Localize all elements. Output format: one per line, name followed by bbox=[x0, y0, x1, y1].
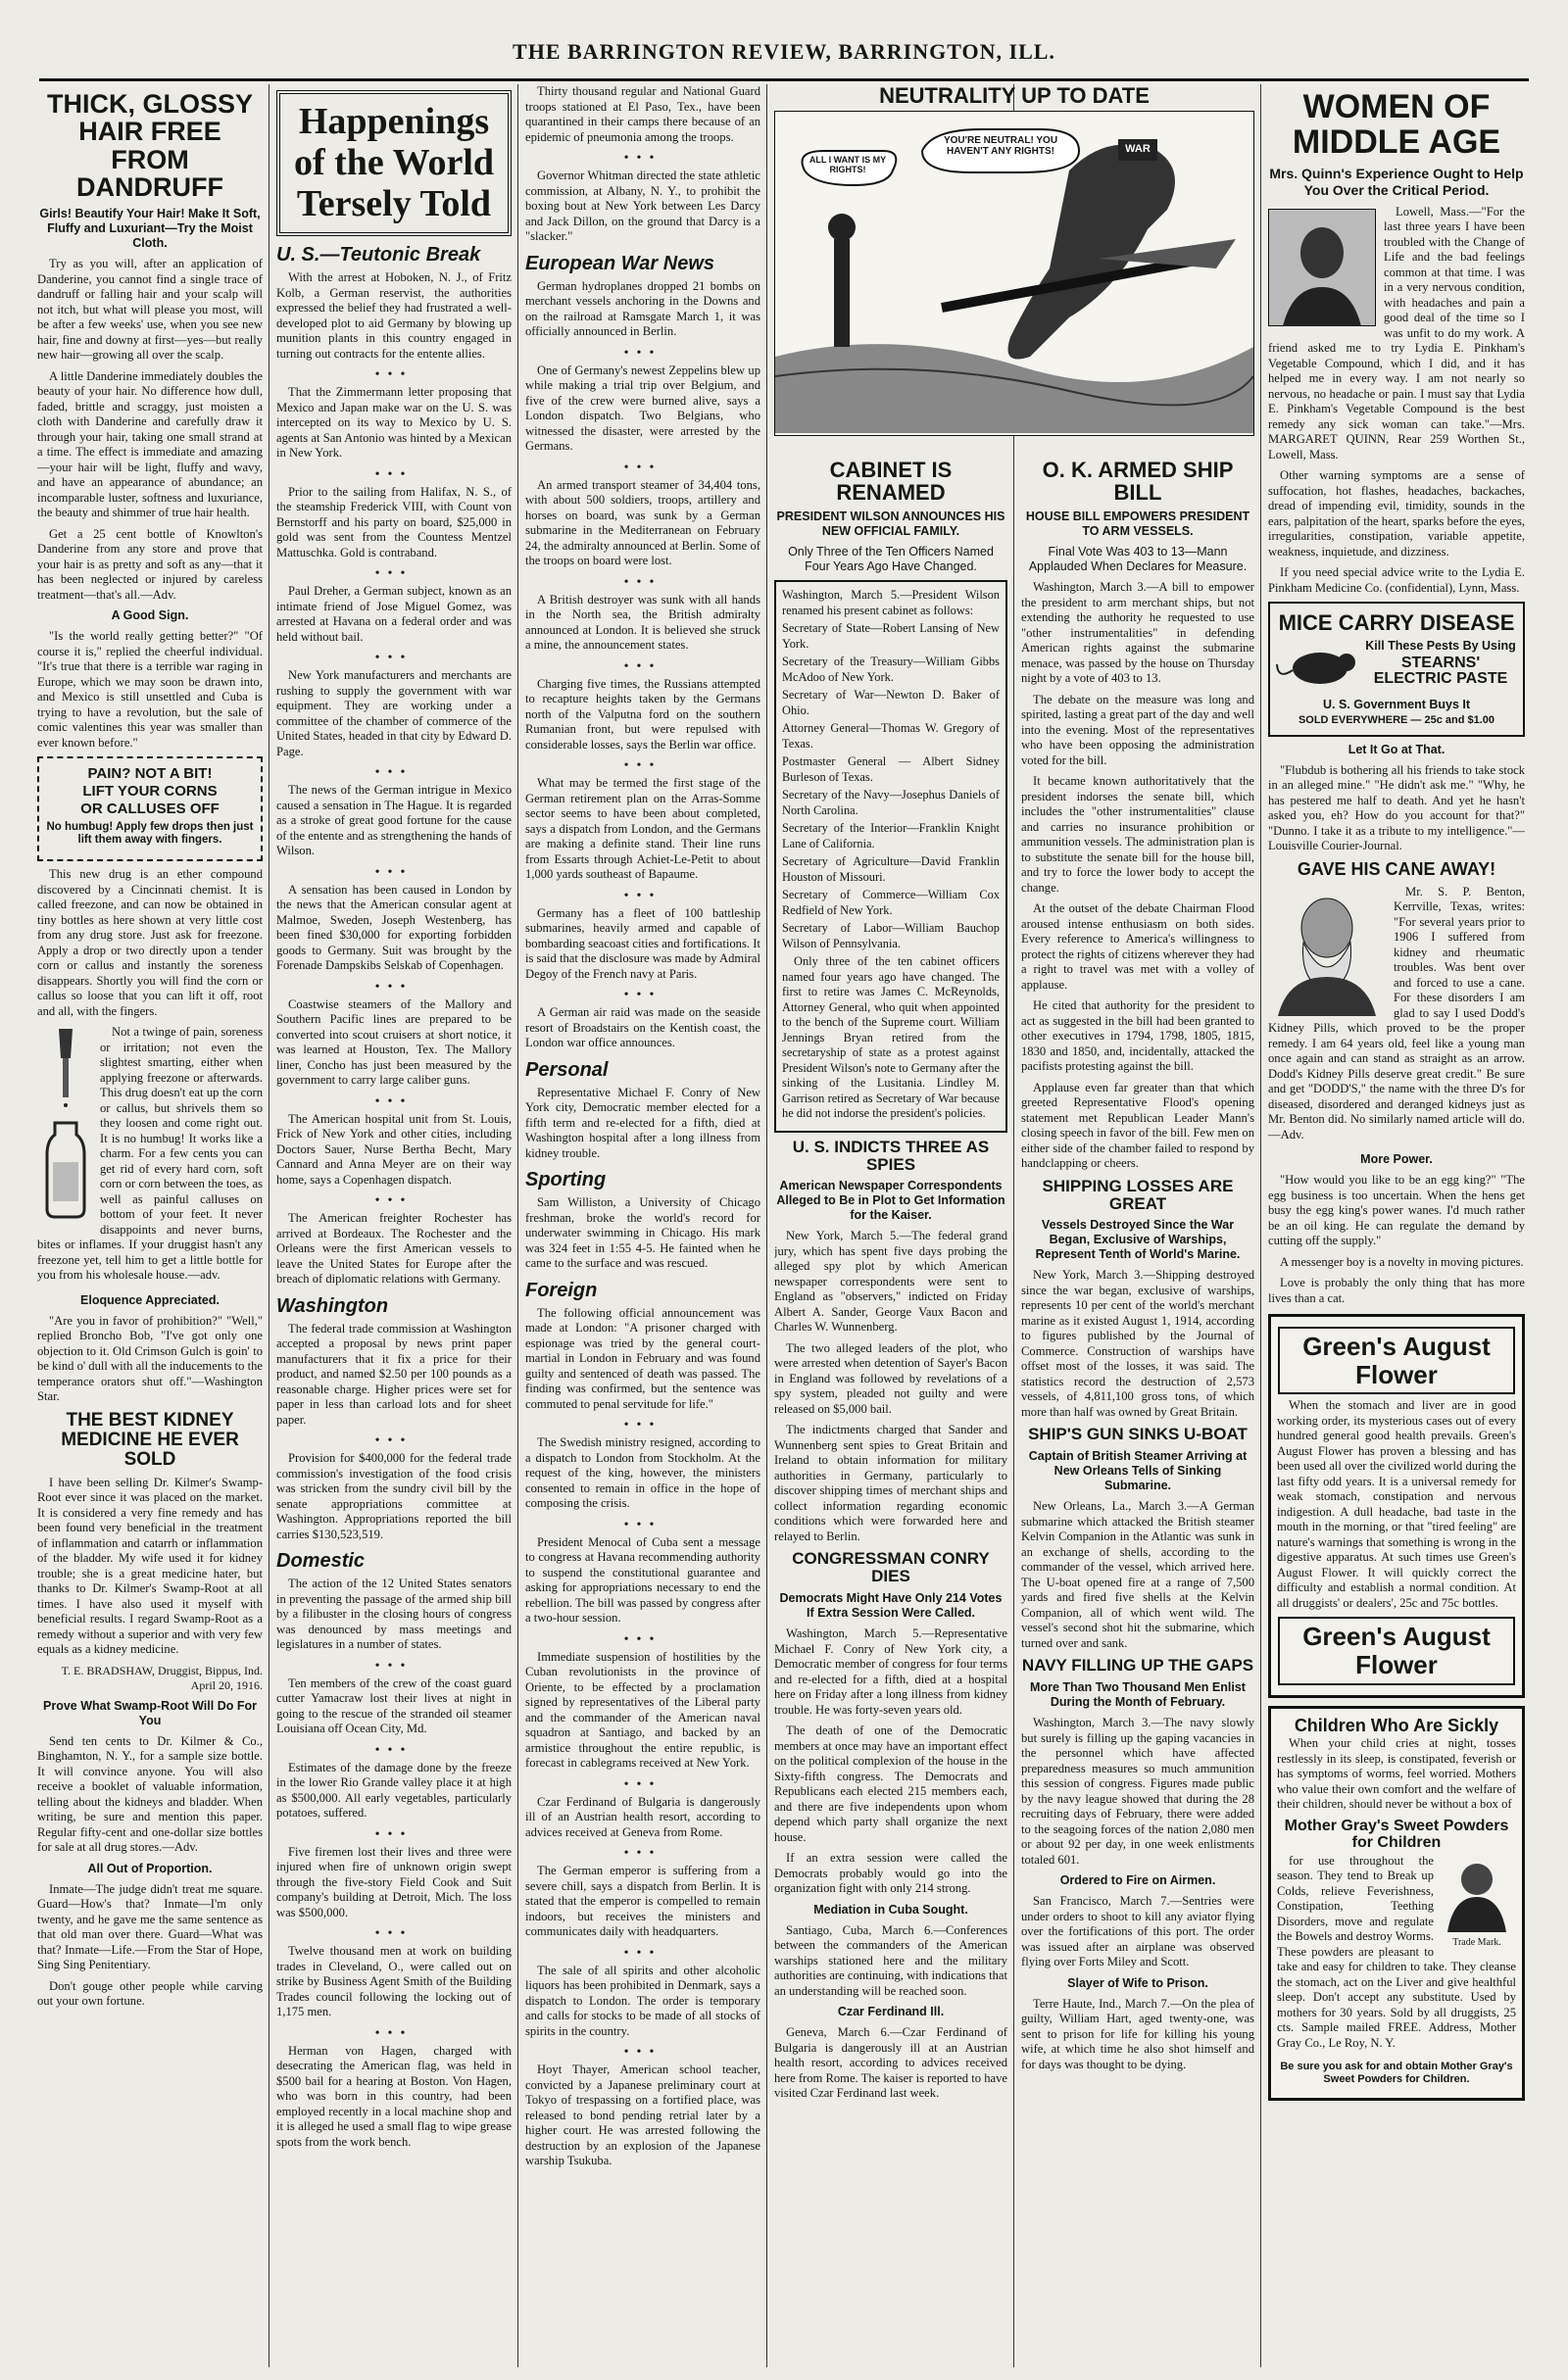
news-para: German hydroplanes dropped 21 bombs on merchant vessels anchoring in the Downs and on the railroad at Ramsgate March 1, it was officially announced in Berlin. bbox=[525, 278, 760, 338]
eloquence-text: "Are you in favor of prohibition?" "Well," replied Broncho Bob, "I've got only one objection to it. Old Crimson Gulch is goin' to be kind o' dull with all the inducements to the temperance orators shut off."—Washington Star. bbox=[37, 1313, 263, 1404]
cabinet-item: Postmaster General — Albert Sidney Burleson of Texas. bbox=[782, 754, 1000, 784]
news-para: San Francisco, March 7.—Sentries were under orders to shoot to kill any aviator flying over the fortifications of this port. The order was issued after an airplane was observed flying over Forts Miley and Scott. bbox=[1021, 1894, 1254, 1969]
news-para: Representative Michael F. Conry of New York city, Democratic member elected for a fifth term and re-elected for a fifth, died at Washington hospital after a long illness from kidney trouble. bbox=[525, 1085, 760, 1160]
separator: ••• bbox=[623, 1517, 662, 1532]
mice-sub: Kill These Pests By Using bbox=[1365, 638, 1516, 653]
hair-para: Get a 25 cent bottle of Knowlton's Danderine from any store and prove that your hair is as pretty and soft as any—that it has been neglected or injured by careless treatment—that's all.—Adv. bbox=[37, 526, 263, 602]
proportion-text: Inmate—The judge didn't treat me square. Guard—How's that? Inmate—I'm only twenty, and he gave me the same sentence as that old man over there. Guard—What was that? Inmate—Life.—From the Star of Hope, Sing Sing Penitentiary. bbox=[37, 1881, 263, 1972]
column-5 bbox=[1021, 453, 1254, 2367]
gray-footer: Be sure you ask for and obtain Mother Gray's Sweet Powders for Children. bbox=[1280, 2061, 1513, 2086]
section-heading: European War News bbox=[525, 252, 715, 274]
separator: ••• bbox=[374, 1658, 414, 1674]
gray-title: Mother Gray's Sweet Powders for Children bbox=[1284, 1817, 1509, 1851]
separator: ••• bbox=[374, 566, 414, 582]
news-para: The two alleged leaders of the plot, who were arrested when detention of Sayer's Bacon in England was followed by revelations of a spy system, pleaded not guilty and were released on $5,000 bail. bbox=[774, 1340, 1007, 1416]
news-para: Ten members of the crew of the coast guard cutter Yamacraw lost their lives at night in going to the rescue of the stranded oil steamer Louisiana off Ocean City, Md. bbox=[276, 1676, 512, 1736]
section-heading: Washington bbox=[276, 1294, 389, 1317]
corn-ad-line: OR CALLUSES OFF bbox=[80, 800, 220, 817]
women-text-3: If you need special advice write to the Lydia E. Pinkham Medicine Co. (confidential), Lynn, Mass. bbox=[1268, 565, 1525, 595]
news-para: The American hospital unit from St. Louis, Frick of New York and other cities, including Doctors Sauer, Nurse Bertha Becht, Mary Cannard and Anna Meyer are on their way home, says a Copenhagen dispatch. bbox=[276, 1111, 512, 1187]
news-para: Estimates of the damage done by the freeze in the lower Rio Grande valley place it at high as $500,000. All early vegetables, particularly potatoes, suffered. bbox=[276, 1760, 512, 1821]
section-heading: Foreign bbox=[525, 1279, 598, 1301]
flower-ad bbox=[1268, 1314, 1525, 1697]
news-para: The American freighter Rochester has arrived at Bordeaux. The Rochester and the Orleans were the first American vessels to leave the United States for Europe after the breach of diplomatic relations with Germany. bbox=[276, 1211, 512, 1287]
children-title: Children Who Are Sickly bbox=[1294, 1715, 1499, 1735]
news-para: The indictments charged that Sander and Wunnenberg sent spies to Great Britain and Ireland to obtain information for military authorities in Germany, particularly to discover shipping times of merchant ships and collect information regarding economic conditions which were forwarded here and relayed to Berlin. bbox=[774, 1423, 1007, 1543]
cartoon-bubble: YOU'RE NEUTRAL! YOU HAVEN'T ANY RIGHTS! bbox=[943, 135, 1058, 158]
cabinet-item: Secretary of State—Robert Lansing of New York. bbox=[782, 621, 1000, 651]
armed-subhead: HOUSE BILL EMPOWERS PRESIDENT TO ARM VESSELS. bbox=[1025, 510, 1250, 539]
navy-headline: NAVY FILLING UP THE GAPS bbox=[1021, 1656, 1254, 1676]
news-para: New York, March 5.—The federal grand jury, which has spent five days probing the alleged spy plot by which American newspaper correspondents were sent to England as "observers," indicted on Friday Albert A. Sander, George Vaux Bacon and Charles W. Wunnenberg. bbox=[774, 1229, 1007, 1335]
section-heading: Domestic bbox=[276, 1550, 366, 1573]
cabinet-item: Washington, March 5.—President Wilson renamed his present cabinet as follows: bbox=[782, 588, 1000, 617]
cabinet-item: Secretary of Agriculture—David Franklin Houston of Missouri. bbox=[782, 854, 1000, 884]
news-para: The following official announcement was made at London: "A prisoner charged with espionage was tried by the general court-martial in London in February and was found guilty and sentenced of death was passed. The finding was confirmed, but the sentence was commuted to penal servitude for life." bbox=[525, 1305, 760, 1411]
news-para: That the Zimmermann letter proposing that Mexico and Japan make war on the U. S. was intercepted on its way to Mexico by U. S. agents at San Antonio was hinted by a Mexican in New York. bbox=[276, 385, 512, 461]
sign-text: "Is the world really getting better?" "Of course it is," replied the cheerful individual. "It's true that there is a terrible war raging in Europe, which we may soon be drawn into, and Mexico is still unsettled and Cuba is trying to have a revolution, but the sale of comic valentines this year was smaller than ever known before." bbox=[37, 629, 263, 750]
news-para: Santiago, Cuba, March 6.—Conferences between the commanders of the American warships stationed here and the military authorities are continuing, with indications that an understanding will be reached soon. bbox=[774, 1922, 1007, 1998]
corn-ad-line: No humbug! Apply few drops then just lift them away with fingers. bbox=[46, 820, 254, 847]
separator: ••• bbox=[623, 574, 662, 590]
sign-title: A Good Sign. bbox=[111, 608, 189, 623]
corn-ad-line: PAIN? NOT A BIT! bbox=[87, 765, 213, 783]
eloquence-title: Eloquence Appreciated. bbox=[80, 1292, 220, 1307]
fire-title: Ordered to Fire on Airmen. bbox=[1059, 1873, 1216, 1888]
news-para: Washington, March 5.—Representative Michael F. Conry of New York city, a Democratic member of congress for four terms and re-elected for a fifth, died at a hospital here on Friday after a long illness from kidney trouble. He was forty-seven years old. bbox=[774, 1627, 1007, 1717]
separator: ••• bbox=[374, 651, 414, 666]
separator: ••• bbox=[374, 1193, 414, 1209]
news-para: One of Germany's newest Zeppelins blew up while making a trial trip over Belgium, and five of the crew were burned alive, says a London dispatch. Two Belgians, who witnessed the disaster, were arrested by the Germans. bbox=[525, 363, 760, 453]
news-para: Prior to the sailing from Halifax, N. S., of the steamship Frederick VIII, with Count von Bernstorff and his party on board, $25,000 in gold was sent from the Countess Mentzel Mattuschka. Gold is contraband. bbox=[276, 484, 512, 559]
column-2 bbox=[276, 84, 512, 2367]
separator: ••• bbox=[374, 466, 414, 482]
news-para: Herman von Hagen, charged with desecrating the American flag, was held in $500 bail for a hearing at Boston. Von Hagen, who was born in this country, had been employed recently in a local machine shop and it is alleged he used a small flag to wipe grease spots from the work bench. bbox=[276, 2043, 512, 2149]
news-para: The German emperor is suffering from a severe chill, says a dispatch from Berlin. It is stated that the emperor is compelled to remain indoors, but receives the ministers and communicates daily with headquarters. bbox=[525, 1864, 760, 1938]
women-text: Lowell, Mass.—"For the last three years I have been troubled with the Change of Life and the bad feelings common at that time. I was in a very nervous condition, with headaches and pain a good deal of the time so I was unfit to do my work. A friend asked me to try Lydia E. Pinkham's Vegetable Compound, which I did, and it has helped me in every way. I am not nearly so nervous, no headache or pain. I must say that Lydia E. Pinkham's Vegetable Compound is the best remedy any sick woman can take."—Mrs. MARGARET QUINN, Rear 259 Worthen St., Lowell, Mass. bbox=[1268, 204, 1525, 461]
separator: ••• bbox=[374, 1433, 414, 1449]
news-para: At the outset of the debate Chairman Flood aroused intense enthusiasm on both sides. Every reference to America's willingness to protect the rights of citizens wherever they had a right to travel was met with a volley of applause. bbox=[1021, 901, 1254, 992]
column-1 bbox=[37, 84, 263, 2367]
section-heading: Personal bbox=[525, 1058, 609, 1081]
news-para: Thirty thousand regular and National Guard troops stationed at El Paso, Tex., have been quarantined in their camps there because of an epidemic of pneumonia among the troops. bbox=[525, 84, 760, 144]
separator: ••• bbox=[374, 864, 414, 880]
column-rule bbox=[1260, 84, 1261, 2367]
news-para: If an extra session were called the Democrats probably would go into the organization fight with only 214 strong. bbox=[774, 1851, 1007, 1896]
cabinet-subhead-2: Only Three of the Ten Officers Named Four Years Ago Have Changed. bbox=[788, 545, 994, 574]
news-para: A German air raid was made on the seaside resort of Broadstairs on the Kentish coast, the London war office announces. bbox=[525, 1005, 760, 1049]
separator: ••• bbox=[623, 658, 662, 674]
separator: ••• bbox=[374, 1926, 414, 1942]
separator: ••• bbox=[623, 345, 662, 361]
flower-text: When the stomach and liver are in good working order, its mysterious cases out of every hundred general good health prevails. Green's August Flower has proven a blessing and has been used all over the civilized world during the last fifty odd years. It is a universal remedy for weak stomach, constipation and nervous indigestion. A dull headache, bad taste in the mouth in the morning, or that "tired feeling" are nature's warnings that something is wrong in the digestive apparatus. At such times use Green's August Flower. It will quickly correct the difficulty and establish a normal condition. At all druggists' or dealers', 25c and 75c bottles. bbox=[1277, 1398, 1516, 1610]
cartoon-bubble: ALL I WANT IS MY RIGHTS! bbox=[808, 155, 887, 175]
cabinet-item: Secretary of the Treasury—William Gibbs McAdoo of New York. bbox=[782, 655, 1000, 684]
separator: ••• bbox=[623, 758, 662, 773]
armed-headline: O. K. ARMED SHIP BILL bbox=[1042, 458, 1234, 506]
spies-subhead: American Newspaper Correspondents Alleged to Be in Plot to Get Information for the Kaiser. bbox=[776, 1179, 1005, 1223]
news-para: Coastwise steamers of the Mallory and Southern Pacific lines are prepared to be converted into scout cruisers at short notice, it was learned at Houston, Tex. The Mallory liner, Concho has just been measured by the government to carry large caliber guns. bbox=[276, 996, 512, 1088]
separator: ••• bbox=[623, 988, 662, 1002]
separator: ••• bbox=[623, 1631, 662, 1647]
cane-text: Mr. S. P. Benton, Kerrville, Texas, writes: "For several years prior to 1906 I suffered from kidney and rheumatic troubles. Was bent over and forced to use a cane. For these disorders I am glad to say I used Dodd's Kidney Pills, which proved to be the proper remedy. I am 64 years old, feel like a young man once again and can stand as straight as an arrow. Dodd's Kidney Pills deserve great credit." Be sure and get "DODD'S," the name with the three D's for diseased, disordered and deranged kidneys just as Mr. Benton did. No similarly named article will do.—Adv. bbox=[1268, 884, 1525, 1141]
cartoon-label: WAR bbox=[1125, 143, 1151, 156]
news-para: New York manufacturers and merchants are rushing to supply the government with war equipment. They are working under a committee of the chamber of commerce of the United States, headed in that city by Edward D. Page. bbox=[276, 668, 512, 758]
news-para: The sale of all spirits and other alcoholic liquors has been prohibited in Denmark, says a dispatch to London. The order is temporary and calls for stocks to be made of all stocks of spirits in the country. bbox=[525, 1963, 760, 2038]
mice-headline: MICE CARRY DISEASE bbox=[1278, 610, 1515, 636]
conry-subhead: Democrats Might Have Only 214 Votes If Extra Session Were Called. bbox=[779, 1591, 1003, 1621]
news-para: Czar Ferdinand of Bulgaria is dangerously ill of an Austrian health resort, according to advices received at Geneva from Rome. bbox=[525, 1794, 760, 1839]
shipping-subhead: Vessels Destroyed Since the War Began, Exclusive of Warships, Represent Tenth of World's Marine. bbox=[1035, 1218, 1241, 1262]
news-para: Charging five times, the Russians attempted to recapture heights taken by the Germans north of the Valputna ford on the southern Rumanian front, but were repulsed with considerable losses, says the Berlin war office. bbox=[525, 676, 760, 752]
news-para: The Swedish ministry resigned, according to a dispatch to London from Stockholm. At the request of the king, however, the ministers consented to remain in office in the hope of composing the crisis. bbox=[525, 1435, 760, 1510]
proportion-title: All Out of Proportion. bbox=[87, 1861, 213, 1875]
masthead bbox=[39, 39, 1529, 81]
children-ad bbox=[1268, 1706, 1525, 2102]
women-subhead: Mrs. Quinn's Experience Ought to Help You Over the Critical Period. bbox=[1269, 166, 1524, 199]
cabinet-item: Attorney General—Thomas W. Gregory of Texas. bbox=[782, 721, 1000, 751]
flower-title-bottom: Green's August Flower bbox=[1278, 1617, 1515, 1684]
separator: ••• bbox=[374, 2025, 414, 2041]
cartoon-panel bbox=[774, 84, 1254, 442]
separator: ••• bbox=[623, 888, 662, 903]
news-para: It became known authoritatively that the president indorses the senate bill, which includes the "other instrumentalities" clause and carries no insurance prohibition or ammunition vessels. The administration plan is to substitute the senate bill for the house bill, and try to force the lower body to accept the change. bbox=[1021, 774, 1254, 895]
happenings-title: Happenings of the World Tersely Told bbox=[293, 101, 495, 224]
news-para: Geneva, March 6.—Czar Ferdinand of Bulgaria is dangerously ill at an Austrian health resort, according to advices received here from Rome. The kaiser is reported to have visited Czar Ferdinand last week. bbox=[774, 2025, 1007, 2101]
news-para: Twelve thousand men at work on building trades in Cleveland, O., were called out on strike by Business Agent Smith of the Building Trades council following the locking out of 1,175 men. bbox=[276, 1944, 512, 2019]
news-para: He cited that authority for the president to act as suggested in the bill had been granted to other executives in 1794, 1798, 1805, 1815, 1830 and 1850, and, incidentally, attacked the pacifists protesting against the bill. bbox=[1021, 998, 1254, 1074]
cabinet-item: Secretary of Commerce—William Cox Redfield of New York. bbox=[782, 888, 1000, 917]
news-para: An armed transport steamer of 34,404 tons, with about 500 soldiers, troops, artillery and horses on board, was sunk by a German submarine in the Mediterranean on February 24, the admiralty announced at Berlin. Some of the troops on board were lost. bbox=[525, 477, 760, 567]
masthead-title: THE BARRINGTON REVIEW, BARRINGTON, ILL. bbox=[513, 39, 1055, 64]
uboat-subhead: Captain of British Steamer Arriving at New Orleans Tells of Sinking Submarine. bbox=[1028, 1449, 1248, 1493]
news-para: What may be termed the first stage of the German retirement plan on the Arras-Somme sector seems to have been about completed, says a dispatch from London, and the Germans are making a definite stand. Their line runs from Essarts through Achiet-Le-Petit to about 1,000 yards southeast of Bapaume. bbox=[525, 776, 760, 881]
kidney-text: I have been selling Dr. Kilmer's Swamp-Root ever since it was placed on the market. It is considered a very fine remedy and has been found very beneficial in the treatment of inflammation and catarrh or inflammation of the bladder. My wife used it for kidney trouble; she is a great medicine hater, but thanks to Dr. Kilmer's Swamp-Root at all times. I have also used it myself with beneficial results. I regard Swamp-Root as a remedy without a superior and with very few equals as a kidney medicine. bbox=[37, 1475, 263, 1657]
news-para: The action of the 12 United States senators in preventing the passage of the armed ship bill by a filibuster in the closing hours of congress was denounced by mass meetings and legislatures in a number of states. bbox=[276, 1577, 512, 1652]
slayer-title: Slayer of Wife to Prison. bbox=[1067, 1975, 1208, 1990]
cartoon-drawing bbox=[774, 111, 1254, 436]
news-para: The debate on the measure was long and spirited, lasting a great part of the day and well into the evening. Most of the representatives who have been opposing the administration voted for the bill. bbox=[1021, 692, 1254, 767]
separator: ••• bbox=[374, 1093, 414, 1109]
news-para: Terre Haute, Ind., March 7.—On the plea of guilty, William Hart, aged twenty-one, was sent to prison for life for killing his young wife, at which time he also shot himself and for days was thought to be dying. bbox=[1021, 1996, 1254, 2071]
trademark-portrait-icon bbox=[1440, 1854, 1514, 1932]
closing-line: Don't gouge other people while carving out your own fortune. bbox=[37, 1978, 263, 2009]
cabinet-item: Secretary of the Navy—Josephus Daniels of North Carolina. bbox=[782, 788, 1000, 817]
cabinet-subhead: PRESIDENT WILSON ANNOUNCES HIS NEW OFFICIAL FAMILY. bbox=[776, 510, 1005, 539]
gray-text: for use throughout the season. They tend to Break up Colds, relieve Feverishness, Constipation, Teething Disorders, move and regulate the Bowels and destroy Worms. These powders are pleasant to take and easy for children to take. They cleanse the stomach, act on the Liver and give healthful sleep. Don't accept any substitute. Used by mothers for 30 years. Sold by all druggists, 25 cts. Sample mailed FREE. Address, Mother Gray Co., Le Roy, N. Y. bbox=[1277, 1853, 1516, 2050]
cabinet-item: Secretary of the Interior—Franklin Knight Lane of California. bbox=[782, 821, 1000, 850]
freezone-bottle-icon bbox=[37, 1025, 94, 1221]
mice-gov: U. S. Government Buys It bbox=[1322, 697, 1471, 711]
spies-headline: U. S. INDICTS THREE AS SPIES bbox=[792, 1137, 990, 1174]
news-para: Immediate suspension of hostilities by the Cuban revolutionists in the province of Oriente, to be effected by a proclamation signed by representatives of the Liberal party and the commander of the American naval squadron at Santiago, and backed by an armistice throughout the entire republic, is forecast in cablegrams received at New York. bbox=[525, 1649, 760, 1770]
news-para: A sensation has been caused in London by the news that the American consular agent at Malmoe, Sweden, Joseph Westenberg, has been fined $30,000 for exporting forbidden goods to Germany. Suit was brought by the Forenade Dampskibs Selskab of Copenhagen. bbox=[276, 882, 512, 973]
cane-headline: GAVE HIS CANE AWAY! bbox=[1297, 858, 1496, 879]
mice-ad bbox=[1268, 602, 1525, 736]
column-rule bbox=[766, 84, 767, 2367]
cartoon-title: NEUTRALITY UP TO DATE bbox=[879, 83, 1150, 108]
mice-price: SOLD EVERYWHERE — 25c and $1.00 bbox=[1298, 713, 1495, 726]
letgo-text: "Flubdub is bothering all his friends to take stock in an alleged mine." "He didn't ask me." "Why, he has pestered me half to death. And yet he hasn't asked you, eh? How do you account for that?" "Dunno. I take it as a tribute to my intelligence."—Louisville Courier-Journal. bbox=[1268, 762, 1525, 853]
czar-title: Czar Ferdinand Ill. bbox=[837, 2005, 945, 2019]
news-para: Applause even far greater than that which greeted Representative Flood's opening statement met Republican Leader Mann's closing speech in favor of the bill. Few men on either side of the chamber failed to respond by handclapping or cheers. bbox=[1021, 1080, 1254, 1171]
news-para: Washington, March 3.—The navy slowly but surely is filling up the gaping vacancies in the personnel which have affected preparedness measures so much ammunition this session of congress. Figures made public by the navy league showed that during the 28 recruiting days of February, there were added to the seagoing forces of the nation 2,080 men or about 92 per day, in one week enlistments totaled 601. bbox=[1021, 1716, 1254, 1867]
news-para: Germany has a fleet of 100 battleship submarines, heavily armed and capable of bombarding seacoast cities and fortifications. It is said that the disclosure was made by Admiral Degoy of the French navy at Paris. bbox=[525, 905, 760, 981]
separator: ••• bbox=[374, 1742, 414, 1758]
column-3 bbox=[525, 84, 760, 2367]
separator: ••• bbox=[374, 1826, 414, 1842]
news-para: The news of the German intrigue in Mexico caused a sensation in The Hague. It is regarded as a stroke of great good fortune for the cause of the entente and as strengthening the hands of Wilson. bbox=[276, 783, 512, 858]
cabinet-headline: CABINET IS RENAMED bbox=[829, 458, 953, 506]
news-para: Sam Williston, a University of Chicago freshman, broke the world's record for underwater swimming in Chicago. His mark was 324 feet in 1:55 4-5. He fainted when he came to the surface and was rescued. bbox=[525, 1195, 760, 1270]
prove-text: Send ten cents to Dr. Kilmer & Co., Binghamton, N. Y., for a sample size bottle. It will convince anyone. You will also receive a booklet of valuable information, telling about the kidneys and bladder. When writing, be sure and mention this paper. Regular fifty-cent and one-dollar size bottles for sale at all drug stores.—Adv. bbox=[37, 1733, 263, 1855]
separator: ••• bbox=[374, 765, 414, 781]
trademark-label: Trade Mark. bbox=[1452, 1936, 1501, 1948]
corn-para: This new drug is an ether compound discovered by a Cincinnati chemist. It is called freezone, and can now be obtained in tiny bottles as here shown at very little cost from any drug store. Just ask for freezone. Apply a drop or two directly upon a tender corn or callus and instantly the soreness disappears. Shortly you will find the corn or callus so loose that you can lift it off, root and all, with the fingers. bbox=[37, 867, 263, 1018]
kidney-signature: T. E. BRADSHAW, Druggist, Bippus, Ind. April 20, 1916. bbox=[61, 1663, 263, 1692]
flower-title: Green's August Flower bbox=[1278, 1327, 1515, 1394]
separator: ••• bbox=[623, 1846, 662, 1861]
column-4 bbox=[774, 453, 1007, 2367]
news-para: With the arrest at Hoboken, N. J., of Fritz Kolb, a German reservist, the authorities expressed the belief they had frustrated a well-developed plot to aid Germany by blowing up munition plants in this country engaged in turning out contracts for the entente allies. bbox=[276, 270, 512, 361]
news-para: Governor Whitman directed the state athletic commission, at Albany, N. Y., to prohibit the boxing bout at New York between Les Darcy and Jack Dillon, on the ground that Darcy is a "slacker." bbox=[525, 169, 760, 243]
mice-brand: STEARNS' ELECTRIC PASTE bbox=[1373, 654, 1508, 688]
power-text: "How would you like to be an egg king?" "The egg business is too uncertain. When the hens get busy the egg king's power wanes. I'd much rather be an oil king. He can regulate the demand by cutting off the supply." bbox=[1268, 1173, 1525, 1248]
news-para: Hoyt Thayer, American school teacher, convicted by a Japanese preliminary court at Tokyo of trespassing on a fortified place, was released to bond pending retrial later by a higher court. He was arrested following the destruction by an explosion of the Japanese warship Tsukuba. bbox=[525, 2063, 760, 2167]
cabinet-item: Secretary of Labor—William Bauchop Wilson of Pennsylvania. bbox=[782, 921, 1000, 950]
corn-ad-box bbox=[37, 756, 263, 861]
column-rule bbox=[269, 84, 270, 2367]
section-heading: U. S.—Teutonic Break bbox=[276, 244, 481, 267]
separator: ••• bbox=[374, 367, 414, 383]
news-para: A British destroyer was sunk with all hands in the North sea, the British admiralty announced at London. It is believed she struck a mine, the announcement states. bbox=[525, 592, 760, 652]
hair-para: A little Danderine immediately doubles the beauty of your hair. No difference how dull, faded, brittle and scraggy, just moisten a cloth with Danderine and carefully draw it through your hair, taking one small strand at a time. The effect is immediate and amazing—your hair will be light, fluffy and wavy, and have an appearance of abundance; an incomparable luster, softness and luxuriance, the beauty and shimmer of true hair health. bbox=[37, 368, 263, 520]
separator: ••• bbox=[623, 1776, 662, 1792]
armed-subhead-2: Final Vote Was 403 to 13—Mann Applauded When Declares for Measure. bbox=[1028, 545, 1248, 574]
corn-para: Not a twinge of pain, soreness or irritation; not even the slightest smarting, either when applying freezone or afterwards. This drug doesn't eat up the corn or callus, but shrivels them so they loosen and come right out. It is no humbug! It works like a charm. For a few cents you can get rid of every hard corn, soft corn or corn between the toes, as well as painful calluses on bottom of your feet. It never disappoints and never burns, bites or inflames. If your druggist hasn't any freezone yet, tell him to get a little bottle for you from his wholesale house.—adv. bbox=[37, 1025, 263, 1283]
section-heading: Sporting bbox=[525, 1169, 607, 1190]
separator: ••• bbox=[623, 151, 662, 166]
women-text-2: Other warning symptoms are a sense of suffocation, hot flashes, headaches, backaches, dread of impending evil, timidity, sounds in the ears, palpitation of the heart, sparks before the eyes, irregularities, constipation, variable appetite, weakness, inquietude, and dizziness. bbox=[1268, 468, 1525, 559]
news-para: Paul Dreher, a German subject, known as an intimate friend of Jose Miguel Gomez, was arrested at Havana on a federal order and was held without bail. bbox=[276, 584, 512, 644]
love-text: Love is probably the only thing that has more lives than a cat. bbox=[1268, 1276, 1525, 1305]
conry-headline: CONGRESSMAN CONRY DIES bbox=[792, 1549, 990, 1586]
news-para: Provision for $400,000 for the federal trade commission's investigation of the food crisis was stricken from the sundry civil bill by the senate appropriations committee at Washington. Appropriations reported the bill carries $130,523,519. bbox=[276, 1451, 512, 1541]
news-para: Five firemen lost their lives and three were injured when fire of unknown origin swept through the five-story Field Cook and Suit company's building at Detroit, Mich. The loss was $500,000. bbox=[276, 1844, 512, 1919]
news-para: New York, March 3.—Shipping destroyed since the war began, exclusive of warships, represents 10 per cent of the world's merchant marine as it existed August 1, 1914, according to figures published by the Journal of Commerce. Construction of warships have offset most of the losses, it was said. The statistics record the destruction of 2,573 vessels, of 4,811,100 gross tons, of which more than half was owned by Great Britain. bbox=[1021, 1268, 1254, 1419]
column-rule bbox=[517, 84, 518, 2367]
kidney-headline: THE BEST KIDNEY MEDICINE HE EVER SOLD bbox=[61, 1409, 239, 1470]
hair-para: Try as you will, after an application of Danderine, you cannot find a single trace of dandruff or falling hair and your scalp will not itch, but what will please you most, will be after a few weeks' use, when you see new hair, fine and downy at first—yes—but really new hair—growing all over the scalp. bbox=[37, 257, 263, 363]
separator: ••• bbox=[623, 1418, 662, 1433]
cabinet-item: Only three of the ten cabinet officers named four years ago have changed. The first to retire was James C. McReynolds, Attorney General, who quit when appointed to the bench of the Supreme court. William Jennings Bryan retired from the secretaryship of state as a protest against President Wilson's note to Germany after the sinking of the Lusitania. Lindley M. Garrison retired as Secretary of War because he did not indorse the president's policies. bbox=[782, 954, 1000, 1121]
separator: ••• bbox=[623, 1945, 662, 1961]
separator: ••• bbox=[374, 979, 414, 995]
news-para: Washington, March 3.—A bill to empower the president to arm merchant ships, but not extending the authority he requested to use "other instrumentalities" in defending American rights against the submarine menace, was passed by the house on Thursday night by a vote of 403 to 13. bbox=[1021, 580, 1254, 686]
cabinet-box bbox=[774, 580, 1007, 1133]
hair-headline: THICK, GLOSSY HAIR FREE FROM DANDRUFF bbox=[46, 89, 253, 203]
separator: ••• bbox=[623, 2045, 662, 2060]
hair-subhead: Girls! Beautify Your Hair! Make It Soft, Fluffy and Luxuriant—Try the Moist Cloth. bbox=[39, 207, 261, 251]
power-title: More Power. bbox=[1360, 1152, 1433, 1167]
cuba-title: Mediation in Cuba Sought. bbox=[813, 1902, 968, 1917]
shipping-headline: SHIPPING LOSSES ARE GREAT bbox=[1042, 1176, 1234, 1213]
news-para: New Orleans, La., March 3.—A German submarine which attacked the British steamer Kelvin Companion in the Atlantic was sunk in an exchange of shells, according to the commander of the vessel, which arrived here. The U-boat opened fire at a range of 7,500 yards and fired five shells at the Kelvin Companion, all of which went wild. The vessel's second shot hit the submarine, which turned over and sank. bbox=[1021, 1499, 1254, 1650]
prove-title: Prove What Swamp-Root Will Do For You bbox=[43, 1698, 257, 1727]
women-headline: WOMEN OF MIDDLE AGE bbox=[1292, 88, 1501, 161]
navy-subhead: More Than Two Thousand Men Enlist During the Month of February. bbox=[1030, 1680, 1246, 1710]
letgo-title: Let It Go at That. bbox=[1348, 742, 1446, 756]
news-para: The death of one of the Democratic members at once may have an important effect on the political complexion of the house in the Sixty-fifth congress. The Democrats and Republicans each elected 215 members each, and there are five independents upon whom depend which party shall organize the next house. bbox=[774, 1724, 1007, 1844]
uboat-headline: SHIP'S GUN SINKS U-BOAT bbox=[1028, 1425, 1248, 1444]
rat-icon bbox=[1276, 637, 1364, 696]
news-para: President Menocal of Cuba sent a message to congress at Havana recommending authority to suspend the constitutional guarantee and asking for appropriations necessary to end the rebellion. The bill was passed by congress after a two-hour session. bbox=[525, 1534, 760, 1625]
woman-portrait-icon bbox=[1268, 209, 1376, 326]
news-para: The federal trade commission at Washington accepted a proposal by news print paper manufacturers that it fix a price for their product, and named $2.50 per 100 pounds as a reasonable charge. Higher prices were set for paper in less than carload lots and for sheet paper. bbox=[276, 1321, 512, 1427]
children-text: When your child cries at night, tosses restlessly in its sleep, is constipated, feverish or has symptoms of worms, feel worried. Mothers who value their own comfort and the welfare of their children, should never be without a box of bbox=[1277, 1736, 1516, 1812]
man-portrait-icon bbox=[1268, 889, 1386, 1016]
messenger-text: A messenger boy is a novelty in moving pictures. bbox=[1280, 1254, 1524, 1269]
happenings-title-box bbox=[276, 90, 512, 236]
cabinet-item: Secretary of War—Newton D. Baker of Ohio. bbox=[782, 688, 1000, 717]
column-6 bbox=[1268, 84, 1525, 2367]
separator: ••• bbox=[623, 460, 662, 475]
corn-ad-line: LIFT YOUR CORNS bbox=[82, 783, 218, 801]
